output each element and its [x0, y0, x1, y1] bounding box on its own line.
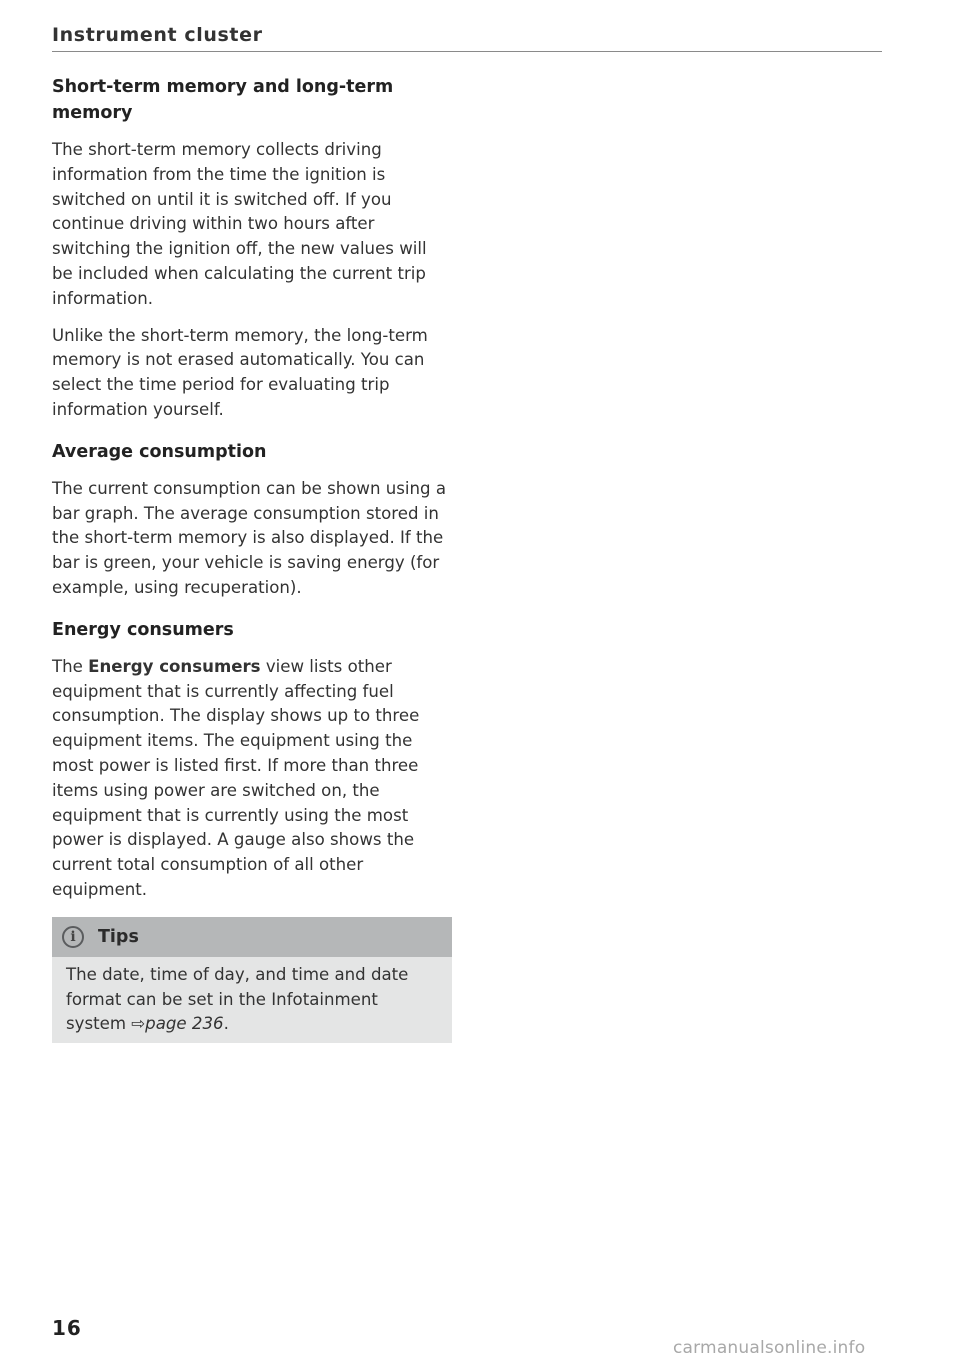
text: The date, time of day, and time and date format can be set in the Infotainment system	[66, 964, 409, 1034]
tips-box	[52, 917, 452, 1043]
page-reference-link[interactable]: ⇨page 236	[131, 1014, 224, 1034]
section-memory	[52, 74, 452, 423]
section-heading: Energy consumers	[52, 619, 234, 640]
text: view lists other equipment that is currently affecting fuel consumption. The display shows up to three equipment items. The equipment using the most power is listed first. If more than three items using power are switched on, the equipment that is currently using the most power is displayed. A gauge also shows the current total consumption of all other equipment.	[52, 656, 420, 899]
text: .	[223, 1014, 229, 1034]
section-heading: Average consumption	[52, 441, 267, 462]
paragraph	[52, 655, 452, 903]
section-energy-consumers	[52, 617, 452, 903]
text: The	[52, 656, 89, 676]
page-header-title: Instrument cluster	[52, 24, 263, 46]
tips-header	[52, 917, 452, 957]
main-content	[52, 74, 452, 1043]
tips-title: Tips	[98, 926, 139, 947]
section-heading: Short-term memory and long-term memory	[52, 77, 394, 123]
header-divider	[52, 51, 882, 52]
info-icon: i	[62, 926, 84, 948]
page-number: 16	[52, 1316, 82, 1340]
tips-text	[66, 963, 438, 1039]
paragraph: The short-term memory collects driving information from the time the ignition is switched on until it is switched off. If you continue driving within two hours after switching the ignition off, the new values will be included when calculating the current trip information.	[52, 140, 427, 308]
paragraph: Unlike the short-term memory, the long-term memory is not erased automatically. You can select the time period for evaluating trip information yourself.	[52, 325, 428, 419]
tips-body	[52, 957, 452, 1043]
paragraph: The current consumption can be shown using a bar graph. The average consumption stored in the short-term memory is also displayed. If the bar is green, your vehicle is saving energy (for example, using recuperation).	[52, 478, 447, 597]
ui-term-energy-consumers: Energy consumers	[88, 656, 261, 676]
section-average-consumption	[52, 439, 452, 601]
watermark: carmanualsonline.info	[673, 1338, 866, 1358]
